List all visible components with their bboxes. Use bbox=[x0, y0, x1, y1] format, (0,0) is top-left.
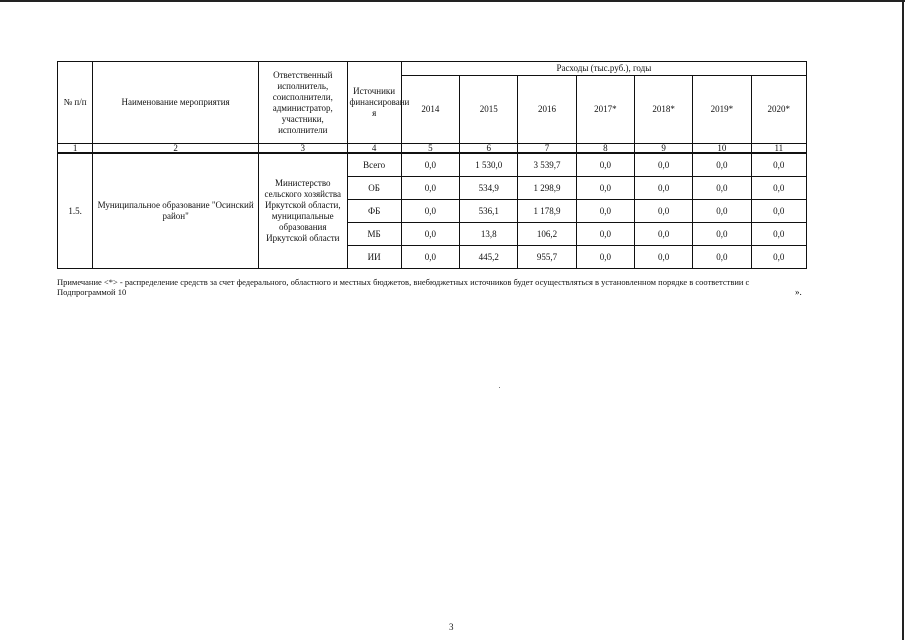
value-cell: 0,0 bbox=[751, 200, 806, 223]
column-number: 4 bbox=[347, 144, 401, 154]
column-number: 1 bbox=[58, 144, 93, 154]
top-scan-border bbox=[0, 0, 905, 2]
budget-table bbox=[57, 61, 807, 269]
right-scan-border bbox=[902, 0, 904, 640]
value-cell: 0,0 bbox=[693, 223, 751, 246]
value-cell: 0,0 bbox=[751, 223, 806, 246]
value-cell: 0,0 bbox=[401, 153, 459, 177]
source-cell: МБ bbox=[347, 223, 401, 246]
value-cell: 0,0 bbox=[634, 153, 692, 177]
value-cell: 0,0 bbox=[751, 177, 806, 200]
source-cell: ФБ bbox=[347, 200, 401, 223]
value-cell: 0,0 bbox=[401, 246, 459, 269]
column-number: 7 bbox=[518, 144, 576, 154]
value-cell: 536,1 bbox=[460, 200, 518, 223]
header-year: 2020* bbox=[751, 76, 806, 144]
column-number: 5 bbox=[401, 144, 459, 154]
value-cell: 106,2 bbox=[518, 223, 576, 246]
value-cell: 0,0 bbox=[751, 153, 806, 177]
header-year: 2016 bbox=[518, 76, 576, 144]
source-cell: ОБ bbox=[347, 177, 401, 200]
column-number: 3 bbox=[259, 144, 347, 154]
value-cell: 0,0 bbox=[751, 246, 806, 269]
header-responsible: Ответственный исполнитель, соисполнители, администратор, участники, исполнители bbox=[259, 62, 347, 144]
value-cell: 0,0 bbox=[576, 223, 634, 246]
value-cell: 0,0 bbox=[634, 177, 692, 200]
value-cell: 3 539,7 bbox=[518, 153, 576, 177]
header-year: 2019* bbox=[693, 76, 751, 144]
header-year: 2014 bbox=[401, 76, 459, 144]
item-responsible: Министерство сельского хозяйства Иркутской области, муниципальные образования Иркутской области bbox=[259, 153, 347, 269]
header-num: № п/п bbox=[58, 62, 93, 144]
column-number-row bbox=[58, 144, 807, 154]
value-cell: 0,0 bbox=[576, 177, 634, 200]
value-cell: 0,0 bbox=[634, 223, 692, 246]
value-cell: 0,0 bbox=[634, 200, 692, 223]
value-cell: 955,7 bbox=[518, 246, 576, 269]
table-row bbox=[58, 153, 807, 177]
header-year: 2015 bbox=[460, 76, 518, 144]
footnote-text: Примечание <*> - распределение средств за счет федерального, областного и местных бюджетов, внебюджетных источников будет осуществляться в установленном порядке в соответствии с Подпрограммой 10 bbox=[57, 277, 750, 297]
column-number: 9 bbox=[634, 144, 692, 154]
value-cell: 534,9 bbox=[460, 177, 518, 200]
value-cell: 0,0 bbox=[576, 246, 634, 269]
header-year: 2018* bbox=[634, 76, 692, 144]
value-cell: 0,0 bbox=[693, 177, 751, 200]
value-cell: 1 178,9 bbox=[518, 200, 576, 223]
header-row-top bbox=[58, 62, 807, 76]
value-cell: 445,2 bbox=[460, 246, 518, 269]
value-cell: 0,0 bbox=[634, 246, 692, 269]
item-num: 1.5. bbox=[58, 153, 93, 269]
source-cell: ИИ bbox=[347, 246, 401, 269]
header-year: 2017* bbox=[576, 76, 634, 144]
value-cell: 1 298,9 bbox=[518, 177, 576, 200]
value-cell: 0,0 bbox=[401, 177, 459, 200]
value-cell: 1 530,0 bbox=[460, 153, 518, 177]
column-number: 8 bbox=[576, 144, 634, 154]
value-cell: 13,8 bbox=[460, 223, 518, 246]
header-expenses: Расходы (тыс.руб.), годы bbox=[401, 62, 806, 76]
column-number: 10 bbox=[693, 144, 751, 154]
item-name: Муниципальное образование "Осинский район" bbox=[93, 153, 259, 269]
scan-speck bbox=[499, 387, 500, 388]
closing-quote: ». bbox=[795, 287, 802, 297]
column-number: 6 bbox=[460, 144, 518, 154]
value-cell: 0,0 bbox=[401, 223, 459, 246]
header-sources: Источники финансировани я bbox=[347, 62, 401, 144]
header-name: Наименование мероприятия bbox=[93, 62, 259, 144]
value-cell: 0,0 bbox=[693, 246, 751, 269]
value-cell: 0,0 bbox=[401, 200, 459, 223]
source-cell: Всего bbox=[347, 153, 401, 177]
value-cell: 0,0 bbox=[693, 200, 751, 223]
value-cell: 0,0 bbox=[576, 200, 634, 223]
column-number: 11 bbox=[751, 144, 806, 154]
value-cell: 0,0 bbox=[693, 153, 751, 177]
page-number: 3 bbox=[449, 622, 454, 632]
value-cell: 0,0 bbox=[576, 153, 634, 177]
column-number: 2 bbox=[93, 144, 259, 154]
